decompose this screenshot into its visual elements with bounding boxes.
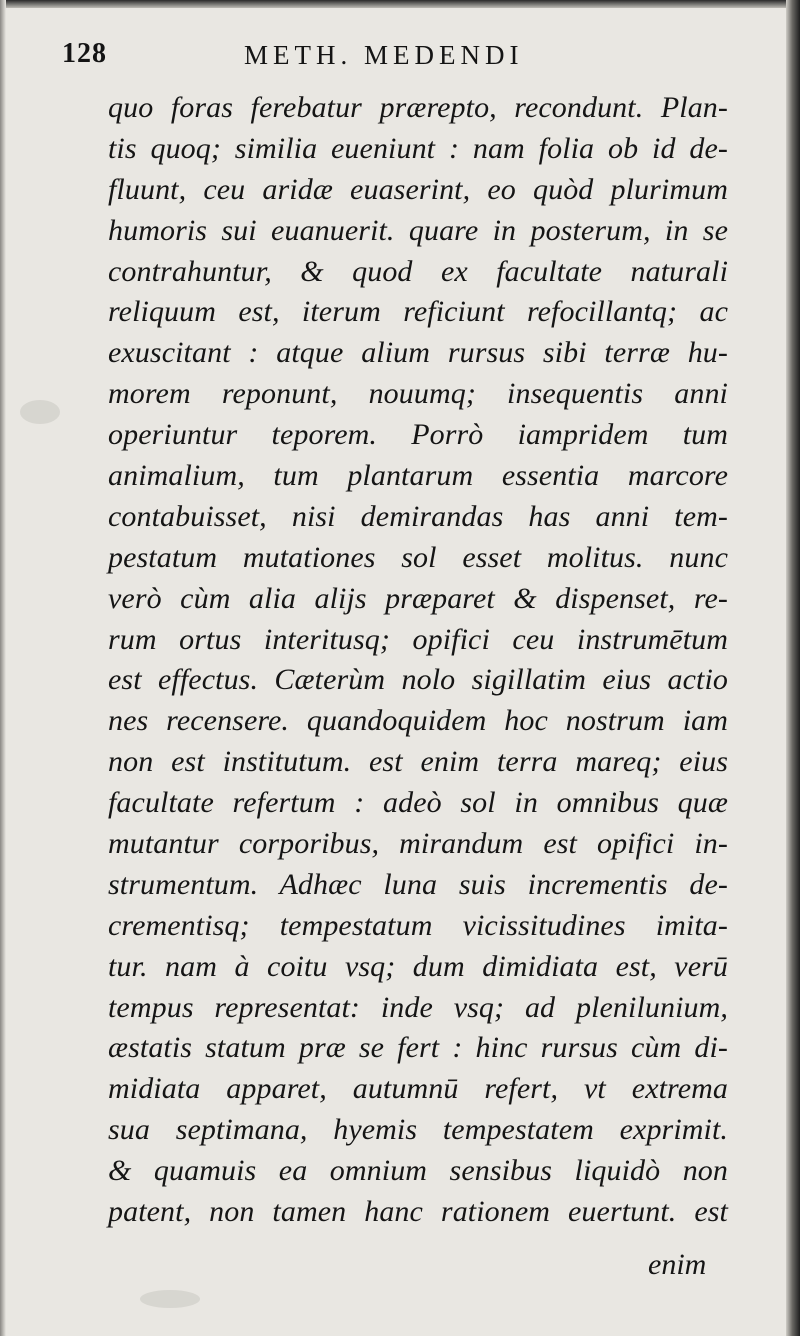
- text-line: tis quoq; similia eueniunt : nam folia ob id de-: [108, 131, 728, 165]
- catchword: enim: [648, 1248, 707, 1281]
- text-line: strumentum. Adhæc luna suis incrementis de-: [108, 867, 728, 901]
- text-line: non est institutum. est enim terra mareq; eius: [108, 745, 728, 779]
- text-line: contrahuntur, & quod ex facultate naturali: [108, 254, 728, 288]
- text-line: tempus representat: inde vsq; ad plenilunium,: [108, 990, 728, 1024]
- text-line: quo foras ferebatur prærepto, recondunt. Plan-: [108, 91, 728, 124]
- text-line: æstatis statum præ se fert : hinc rursus cùm di-: [108, 1031, 728, 1065]
- text-line: contabuisset, nisi demirandas has anni tem-: [108, 499, 728, 533]
- text-line: facultate refertum : adeò sol in omnibus quæ: [108, 786, 728, 820]
- text-line: & quamuis ea omnium sensibus liquidò non: [108, 1154, 728, 1188]
- text-line: verò cùm alia alijs præparet & dispenset, re-: [108, 581, 728, 615]
- body-text: [108, 88, 728, 1233]
- page-left-edge: [0, 0, 6, 1336]
- paper-stain: [20, 400, 60, 424]
- text-line: mutantur corporibus, mirandum est opifici in-: [108, 827, 728, 861]
- text-line: animalium, tum plantarum essentia marcore: [108, 459, 728, 493]
- text-line: est effectus. Cæterùm nolo sigillatim eius actio: [108, 663, 728, 697]
- text-line: nes recensere. quandoquidem hoc nostrum iam: [108, 704, 728, 738]
- text-line: reliquum est, iterum reficiunt refocillantq; ac: [108, 295, 728, 329]
- page-number: 128: [62, 38, 107, 69]
- running-head: METH. MEDENDI: [244, 40, 524, 70]
- text-line: crementisq; tempestatum vicissitudines imita-: [108, 908, 728, 942]
- text-line: tur. nam à coitu vsq; dum dimidiata est, verū: [108, 949, 728, 983]
- text-line: patent, non tamen hanc rationem euertunt. est: [108, 1195, 728, 1229]
- text-line: pestatum mutationes sol esset molitus. nunc: [108, 540, 728, 574]
- text-line: morem reponunt, nouumq; insequentis anni: [108, 377, 728, 411]
- text-line: operiuntur teporem. Porrò iampridem tum: [108, 418, 728, 452]
- page-top-edge: [0, 0, 800, 8]
- text-line: humoris sui euanuerit. quare in posterum, in se: [108, 213, 728, 247]
- text-line: sua septimana, hyemis tempestatem exprimit.: [108, 1113, 728, 1147]
- paper-stain: [140, 1290, 200, 1308]
- text-line: midiata apparet, autumnū refert, vt extrema: [108, 1072, 728, 1106]
- text-line: exuscitant : atque alium rursus sibi terræ hu-: [108, 336, 728, 370]
- text-line: fluunt, ceu aridæ euaserint, eo quòd plurimum: [108, 172, 728, 206]
- text-line: rum ortus interitusq; opifici ceu instrumētum: [108, 622, 728, 656]
- page-binding-edge: [786, 0, 800, 1336]
- page-header: [62, 38, 722, 78]
